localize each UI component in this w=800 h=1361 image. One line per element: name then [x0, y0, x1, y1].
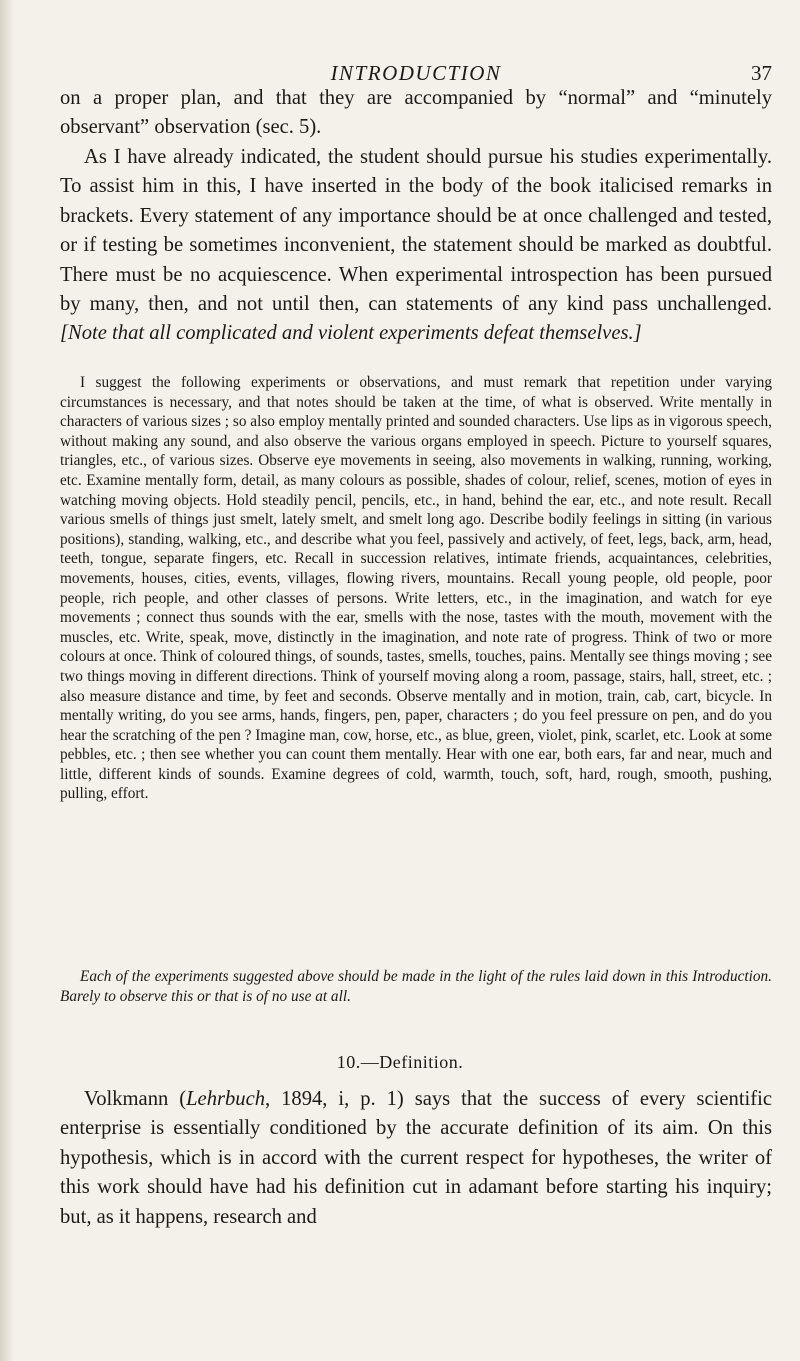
- book-title-italic: Lehrbuch: [186, 1088, 266, 1110]
- paragraph-text-rest: , 1894, i, p. 1) says that the success of every scientific enterprise is essentially conditioned by the accurate definition of its aim. On this hypothesis, which is in accord with the current respect for hypotheses, the writer of this work should have had his definition cut in adamant before starting his inquiry; but, as it happens, research and: [60, 1088, 773, 1228]
- experiments-list-paragraph: I suggest the following experiments or observations, and must remark that repetition under varying circumstances is necessary, and that notes should be taken at the time, of what is observed. Write mentally in characters of various sizes ; so also employ mentally printed and sounded characters. Use lips as in vigorous speech, without making any sound, and also observe the various organs employed in speech. Picture to yourself squares, triangles, etc., of various sizes. Observe eye movements in seeing, also movements in walking, running, working, etc. Examine mentally form, detail, as many colours as possible, shades of colour, relief, scenes, motion of eyes in watching moving objects. Hold steadily pencil, pencils, etc., in hand, behind the ear, etc., and note result. Recall various smells of things just smelt, lately smelt, and smelt long ago. Describe bodily feelings in sitting (in various positions), standing, walking, etc., and describe what you feel, passively and actively, of feet, legs, back, arm, head, teeth, tongue, separate fingers, etc. Recall in succession relatives, intimate friends, acquaintances, celebrities, movements, houses, cities, events, villages, flowing rivers, mountains. Recall young people, old people, poor people, rich people, and other classes of persons. Write letters, etc., in the imagination, and watch for eye movements ; connect thus sounds with the ear, smells with the nose, tastes with the mouth, movement with the muscles, etc. Write, speak, move, distinctly in the imagination, and note rate of progress. Think of two or more colours at once. Think of coloured things, of sounds, tastes, smells, touches, pains. Mentally see things moving ; see two things moving in different directions. Think of yourself moving along a room, passage, stairs, hall, street, etc. ; also measure distance and time, by feet and seconds. Observe mentally and in motion, train, cab, cart, bicycle. In mentally writing, do you see arms, hands, fingers, pen, paper, characters ; do you feel pressure on pen, and do you hear the scratching of the pen ? Imagine man, cow, horse, etc., as blue, green, violet, pink, scarlet, etc. Look at some pebbles, etc. ; then see whether you can count them mentally. Hear with one ear, both ears, far and near, much and little, different kinds of sounds. Examine degrees of cold, warmth, touch, soft, hard, rough, smooth, pushing, pulling, effort.: [60, 374, 772, 803]
- paragraph-definition: [60, 1085, 772, 1232]
- page-number: 37: [751, 61, 772, 85]
- paragraph-experimental-study: [60, 143, 772, 349]
- page-gutter-shadow: [0, 0, 14, 1361]
- paragraph-text-start: Volkmann (: [84, 1088, 187, 1110]
- paragraph-main-text: As I have already indicated, the student should pursue his studies experimentally. To assist him in this, I have inserted in the body of the book italicised remarks in brackets. Every statement of any importance should be at once challenged and tested, or if testing be sometimes inconvenient, the statement should be marked as doubtful. There must be no acquiescence. When experimental introspection has been pursued by many, then, and not until then, can statements of any kind pass unchallenged.: [60, 146, 772, 316]
- section-heading: 10.—Definition.: [336, 1052, 464, 1072]
- paragraph-continuation: on a proper plan, and that they are accompanied by “normal” and “minutely observant” observation (sec. 5).: [60, 87, 772, 139]
- running-title: INTRODUCTION: [330, 61, 502, 85]
- italic-note-paragraph: Each of the experiments suggested above should be made in the light of the rules laid down in this Introduction. Barely to observe this or that is of no use at all.: [60, 968, 772, 1005]
- bracketed-italic-note: [Note that all complicated and violent experiments defeat themselves.]: [60, 322, 642, 345]
